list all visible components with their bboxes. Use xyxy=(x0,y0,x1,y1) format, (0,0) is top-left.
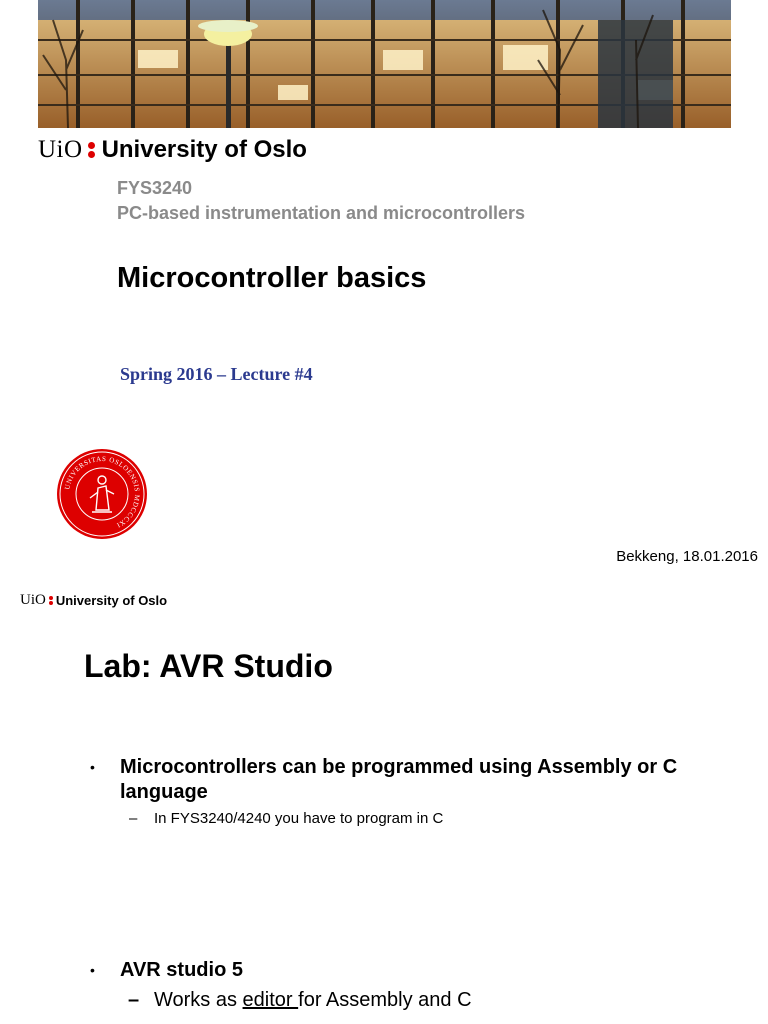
bullet-marker: • xyxy=(90,962,95,978)
bullet-text: AVR studio 5 xyxy=(120,959,243,981)
university-seal-icon xyxy=(56,448,148,540)
sub-text-prefix: Works as xyxy=(154,989,243,1011)
lecture-title: Microcontroller basics xyxy=(117,262,427,294)
logo-dots-icon xyxy=(88,140,95,160)
svg-text:UNIVERSITAS OSLOENSIS MDCCCXI: UNIVERSITAS OSLOENSIS MDCCCXI xyxy=(63,454,142,530)
university-name: University of Oslo xyxy=(55,592,168,608)
sub-text-suffix: for Assembly and C xyxy=(298,989,472,1011)
sub-bullet-text xyxy=(154,989,472,1012)
uio-wordmark: UiO xyxy=(20,591,46,608)
sub-bullet-marker: – xyxy=(128,989,140,1011)
bullet-text-line: Microcontrollers can be programmed using Assembly or C xyxy=(120,756,678,778)
course-name: PC-based instrumentation and microcontrollers xyxy=(117,203,526,223)
sub-bullet-text: In FYS3240/4240 you have to program in C xyxy=(154,810,444,827)
slide-university-logo xyxy=(20,590,167,610)
slide-title: Lab: AVR Studio xyxy=(84,648,333,684)
uio-wordmark: UiO xyxy=(38,136,83,163)
sub-bullet-marker: – xyxy=(129,810,138,827)
term-label: Spring 2016 – Lecture #4 xyxy=(120,364,313,384)
editor-link-text: editor xyxy=(242,989,299,1011)
author-date: Bekkeng, 18.01.2016 xyxy=(616,548,758,565)
bullet-text xyxy=(120,755,677,805)
course-code: FYS3240 xyxy=(117,178,193,198)
university-name: University of Oslo xyxy=(101,136,307,163)
university-logo xyxy=(38,134,307,166)
bullet-marker: • xyxy=(90,759,95,775)
header-photo xyxy=(38,0,731,128)
bullet-text-line: language xyxy=(120,781,208,803)
logo-dots-icon xyxy=(49,595,53,606)
